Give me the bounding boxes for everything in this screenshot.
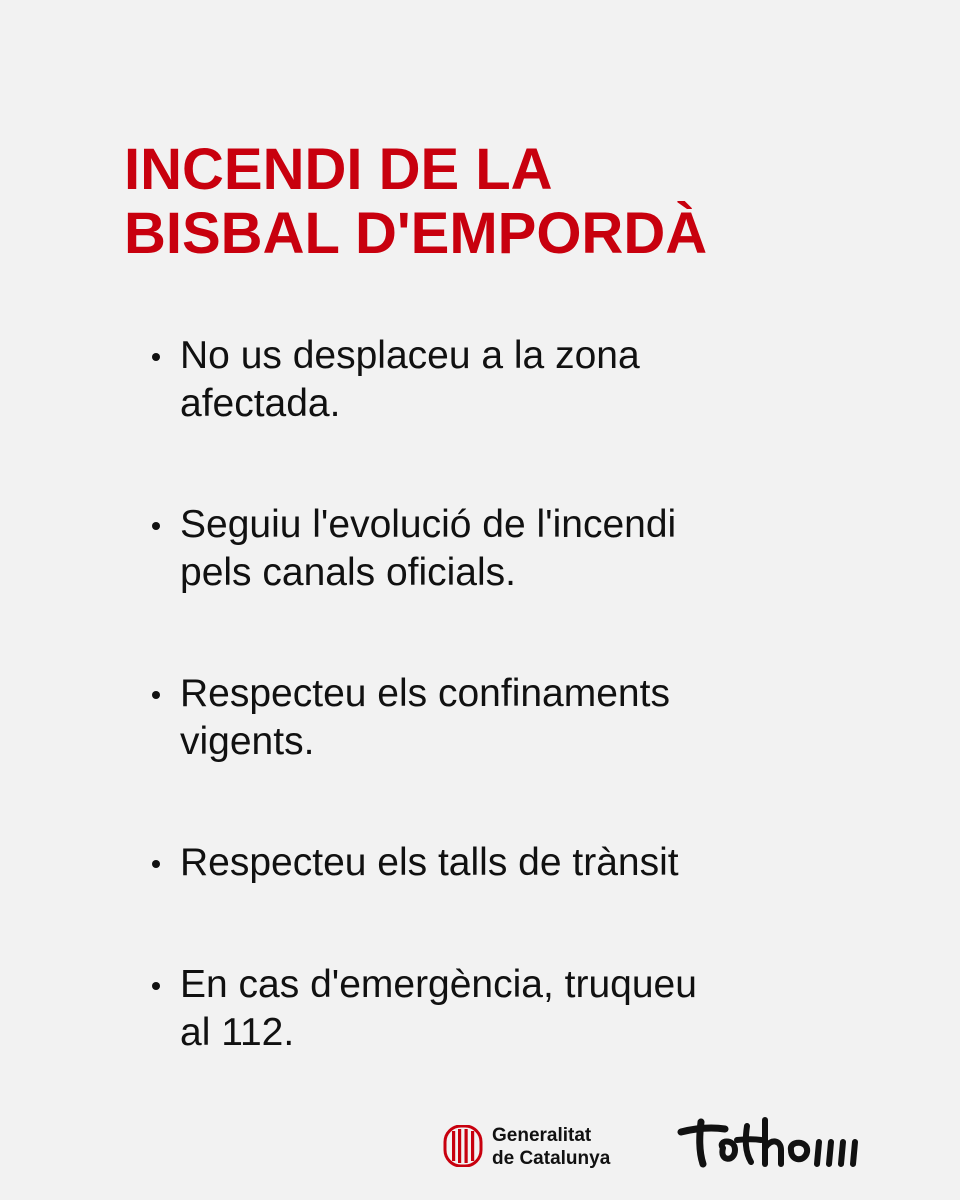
- page-title: [124, 138, 707, 266]
- bullet-icon: [152, 691, 160, 699]
- list-item-line-1: Seguiu l'evolució de l'incendi: [180, 503, 677, 546]
- bullet-icon: [152, 353, 160, 361]
- list-item: [152, 961, 852, 1057]
- generalitat-senyera-icon: [443, 1125, 483, 1167]
- list-item: [152, 501, 852, 597]
- footer-logos: [443, 1112, 863, 1176]
- bullet-icon: [152, 982, 160, 990]
- generalitat-logo-text: [492, 1124, 610, 1170]
- generalitat-line-2: de Catalunya: [492, 1148, 611, 1169]
- list-item-line-1: Respecteu els talls de trànsit: [180, 841, 679, 884]
- list-item: [152, 670, 852, 766]
- advice-list: [152, 332, 852, 1130]
- title-line-2: BISBAL D'EMPORDÀ: [124, 201, 708, 266]
- list-item-line-2: afectada.: [180, 382, 341, 425]
- bullet-icon: [152, 522, 160, 530]
- list-item-line-1: No us desplaceu a la zona: [180, 334, 640, 377]
- list-item-line-2: al 112.: [180, 1011, 295, 1054]
- bullet-icon: [152, 860, 160, 868]
- list-item-line-1: En cas d'emergència, truqueu: [180, 963, 697, 1006]
- tothom-logo: [677, 1112, 859, 1176]
- list-item-line-2: vigents.: [180, 720, 315, 763]
- list-item: [152, 332, 852, 428]
- list-item: [152, 839, 852, 887]
- generalitat-line-1: Generalitat: [492, 1125, 592, 1146]
- list-item-line-1: Respecteu els confinaments: [180, 672, 670, 715]
- title-line-1: INCENDI DE LA: [124, 137, 553, 202]
- list-item-line-2: pels canals oficials.: [180, 551, 516, 594]
